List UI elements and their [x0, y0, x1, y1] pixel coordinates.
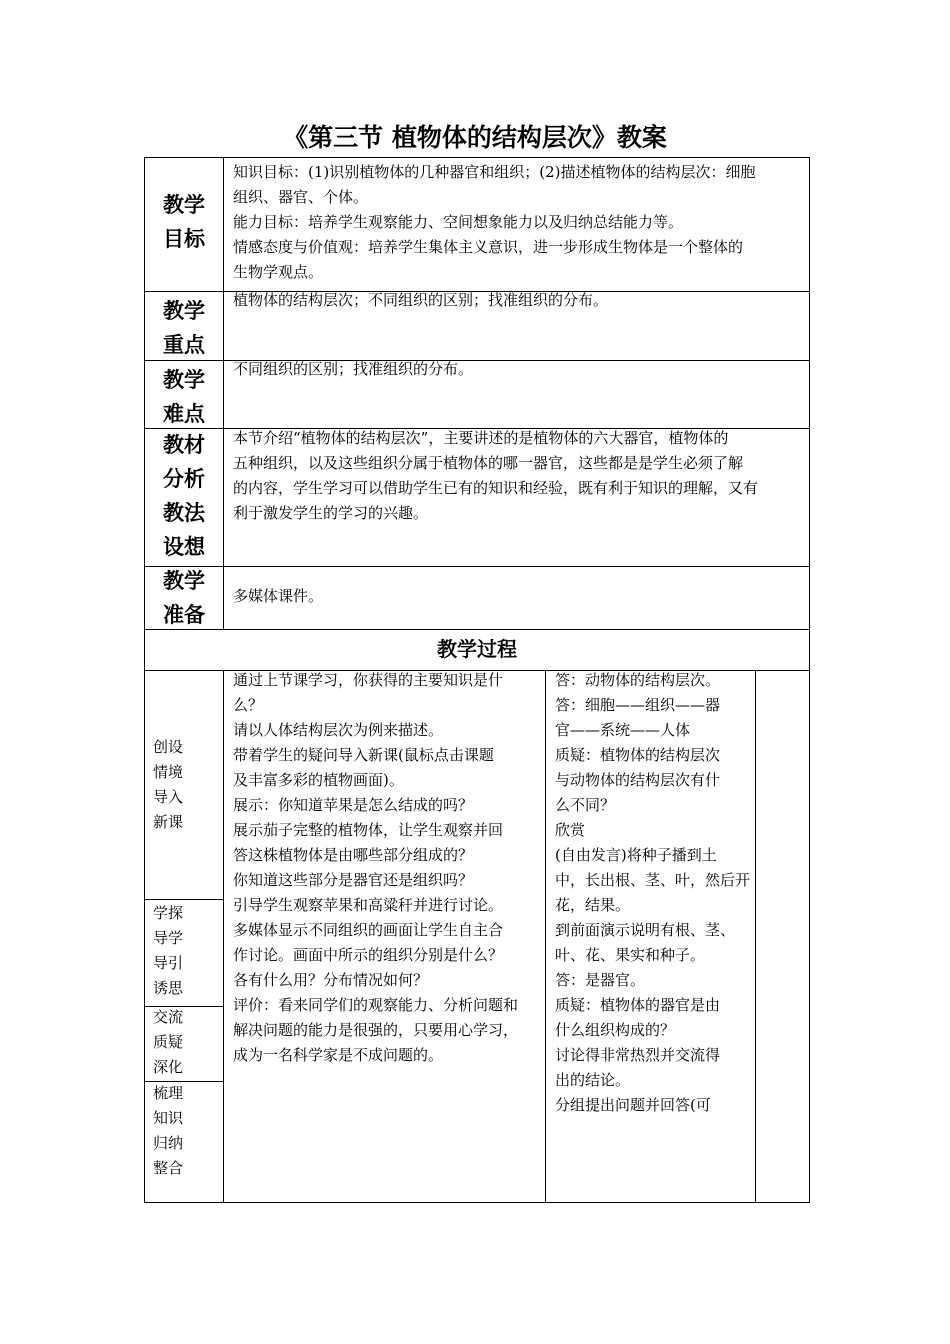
- prep-label: 教学 准备: [163, 569, 205, 627]
- key-label: 教学 重点: [163, 299, 205, 357]
- process-heading: 教学过程: [437, 637, 517, 661]
- analysis-text: 本节介绍“植物体的结构层次”，主要讲述的是植物体的六大器官，植物体的 五种组织，以及这些组织分属于植物体的哪一器官，这些都是是学生必须了解 的内容，学生学习可以借助学生已有的知识和经验，既有利于知识的理解，又有 利于激发学生的学习的兴趣。: [233, 429, 759, 522]
- page-title: 《第三节 植物体的结构层次》教案: [283, 123, 667, 152]
- goals-text: 知识目标：(1)识别植物体的几种器官和组织；(2)描述植物体的结构层次：细胞 组织、器官、个体。 能力目标：培养学生观察能力、空间想象能力以及归纳总结能力等。 情感态度与价值观：培养学生集体主义意识，进一步形成生物体是一个整体的 生物学观点。: [233, 163, 756, 281]
- lesson-plan-table: [144, 157, 810, 1203]
- stage-intro: 创设 情境 导入 新课: [153, 738, 184, 831]
- difficulty-text: 不同组织的区别；找准组织的分布。: [233, 360, 474, 378]
- goals-label: 教学 目标: [163, 193, 205, 251]
- stage-summary: 梳理 知识 归纳 整合: [153, 1084, 184, 1177]
- teacher-activity: 通过上节课学习，你获得的主要知识是什 么？ 请以人体结构层次为例来描述。 带着学生的疑问导入新课(鼠标点击课题 及丰富多彩的植物画面)。 展示：你知道苹果是怎么结成的吗？ 展示茄子完整的植物体，让学生观察并回 答这株植物体是由哪些部分组成的？ 你知道这些部分是器官还是组织吗？ 引导学生观察苹果和高粱秆并进行讨论。 多媒体显示不同组织的画面让学生自主合 作讨论。画面中所示的组织分别是什么？ 各有什么用？分布情况如何？ 评价：看来同学们的观察能力、分析问题和 解决问题的能力是很强的，只要用心学习， 成为一名科学家是不成问题的。: [233, 671, 519, 1064]
- analysis-label: 教材 分析 教法 设想: [163, 433, 205, 559]
- stage-explore: 学探 导学 导引 诱思: [153, 904, 184, 997]
- student-activity: 答：动物体的结构层次。 答：细胞——组织——器 官——系统——人体 质疑：植物体的结构层次 与动物体的结构层次有什 么不同？ 欣赏 (自由发言)将种子播到土 中，长出根、茎、叶，然后开 花，结果。 到前面演示说明有根、茎、 叶、花、果实和种子。 答：是器官。 质疑：植物体的器官是由 什么组织构成的？ 讨论得非常热烈并交流得 出的结论。 分组提出问题并回答(可: [555, 671, 751, 1114]
- stage-discuss: 交流 质疑 深化: [153, 1008, 184, 1076]
- difficulty-label: 教学 难点: [163, 368, 205, 426]
- prep-text: 多媒体课件。: [233, 587, 324, 605]
- key-text: 植物体的结构层次；不同组织的区别；找准组织的分布。: [233, 291, 609, 309]
